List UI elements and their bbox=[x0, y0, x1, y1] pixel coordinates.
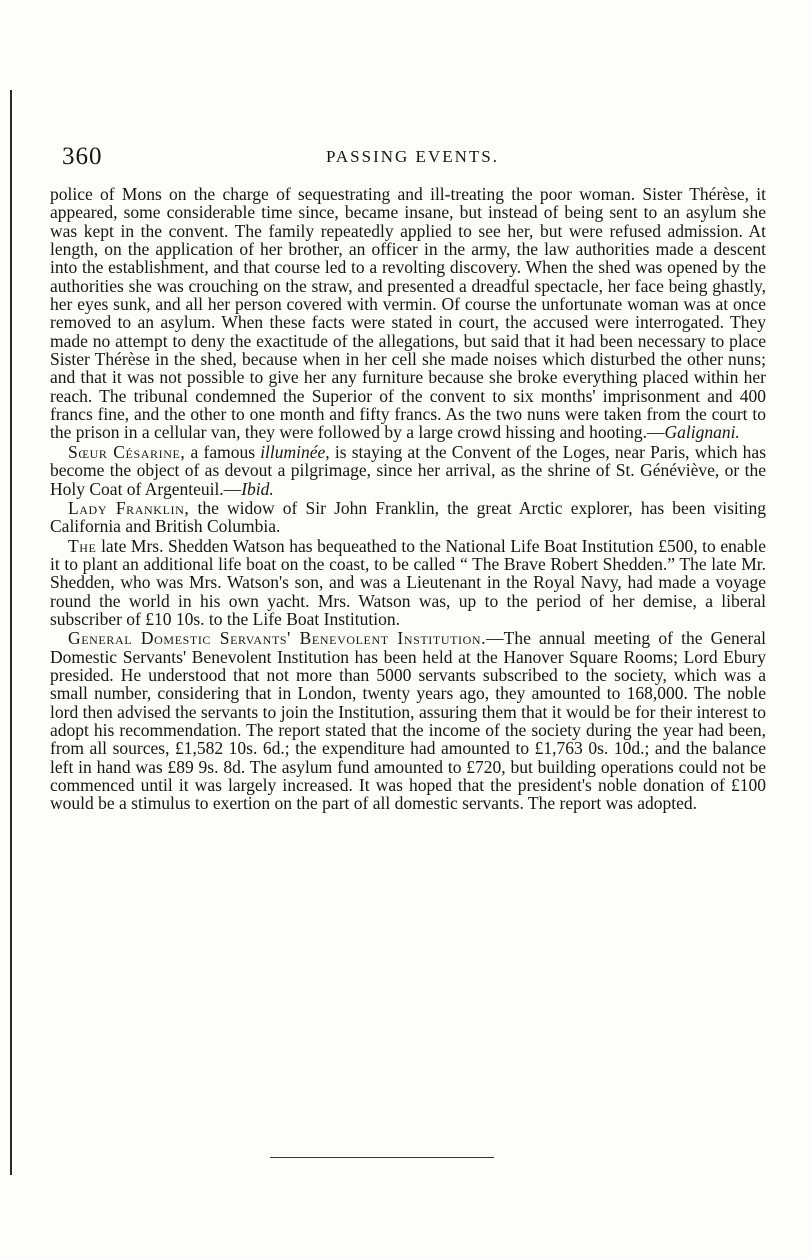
paragraph-text: a famous bbox=[185, 441, 261, 462]
paragraph-lead: Lady Franklin, bbox=[68, 497, 190, 518]
article-body bbox=[50, 185, 766, 813]
paragraph-text-continued: is staying at the Convent of the Loges, near Paris, which has become the object of as devout a pilgrimage, since her arrival, as the shrine of St. Généviève, or the Holy Coat of Argenteuil.— bbox=[50, 441, 767, 499]
paragraph-soeur-cesarine bbox=[50, 443, 766, 498]
page-margin-rule bbox=[10, 90, 12, 1175]
end-rule bbox=[270, 1157, 494, 1158]
paragraph-text: —The annual meeting of the General Domestic Servants' Benevolent Institution has been held at the Hanover Square Rooms; Lord Ebury presided. He understood that not more than 5000 servants subscribed to the society, which was a small number, considering that in London, twenty years ago, they amounted to 168,000. The noble lord then advised the servants to join the Institution, assuring them that it would be for their interest to adopt his recommendation. The report stated that the income of the society during the year had been, from all sources, £1,582 10s. 6d.; the expenditure had amounted to £1,763 0s. 10d.; and the balance left in hand was £89 9s. 8d. The asylum fund amounted to £720, but building operations could not be commenced until it was largely increased. It was hoped that the president's noble donation of £100 would be a stimulus to exertion on the part of all domestic servants. The report was adopted. bbox=[50, 628, 767, 814]
paragraph-shedden-watson bbox=[50, 537, 766, 629]
source-citation: Galignani. bbox=[664, 422, 740, 443]
paragraph-servants-institution bbox=[50, 629, 766, 812]
paragraph-text: late Mrs. Shedden Watson has bequeathed to the National Life Boat Institution £500, to enable it to plant an additional life boat on the coast, to be called “ The Brave Robert Shedden.” The late Mr. Shedden, who was Mrs. Watson's son, and was a Lieutenant in the Royal Navy, had made a voyage round the world in his own yacht. Mrs. Watson was, up to the period of her demise, a liberal subscriber of £10 10s. to the Life Boat Institution. bbox=[50, 535, 766, 629]
emphasis-text: illuminée, bbox=[260, 441, 330, 462]
page-number: 360 bbox=[62, 143, 103, 170]
paragraph-lady-franklin bbox=[50, 499, 766, 536]
running-head: PASSING EVENTS. bbox=[326, 147, 499, 166]
paragraph-text: police of Mons on the charge of sequestrating and ill-treating the poor woman. Sister Thérèse, it appeared, some considerable time since, became insane, but instead of being sent to an asylum she was kept in the convent. The family repeatedly applied to see her, but were refused admission. At length, on the application of her brother, an officer in the army, the law authorities made a descent into the establishment, and that course led to a revolting discovery. When the shed was opened by the authorities she was crouching on the straw, and presented a dreadful spectacle, her face being ghastly, her eyes sunk, and all her person covered with vermin. Of course the unfortunate woman was at once removed to an asylum. When these facts were stated in court, the accused were interrogated. They made no attempt to deny the exactitude of the allegations, but said that it had been necessary to place Sister Thérèse in the shed, because when in her cell she made noises which disturbed the other nuns; and that it was not possible to give her any furniture because she broke everything placed within her reach. The tribunal condemned the Superior of the convent to six months' imprisonment and 400 francs fine, and the other to one month and fifty francs. As the two nuns were taken from the court to the prison in a cellular van, they were followed by a large crowd hissing and hooting.— bbox=[50, 184, 766, 443]
page-header bbox=[62, 143, 763, 175]
paragraph-text: the widow of Sir John Franklin, the great Arctic explorer, has been visiting California and British Columbia. bbox=[50, 497, 766, 537]
paragraph-lead: Sœur Césarine, bbox=[68, 441, 186, 462]
source-citation: Ibid. bbox=[241, 478, 274, 499]
paragraph-convent-case bbox=[50, 185, 766, 442]
paragraph-lead: The bbox=[68, 535, 97, 556]
paragraph-lead: General Domestic Servants' Benevolent Institution. bbox=[68, 628, 487, 649]
